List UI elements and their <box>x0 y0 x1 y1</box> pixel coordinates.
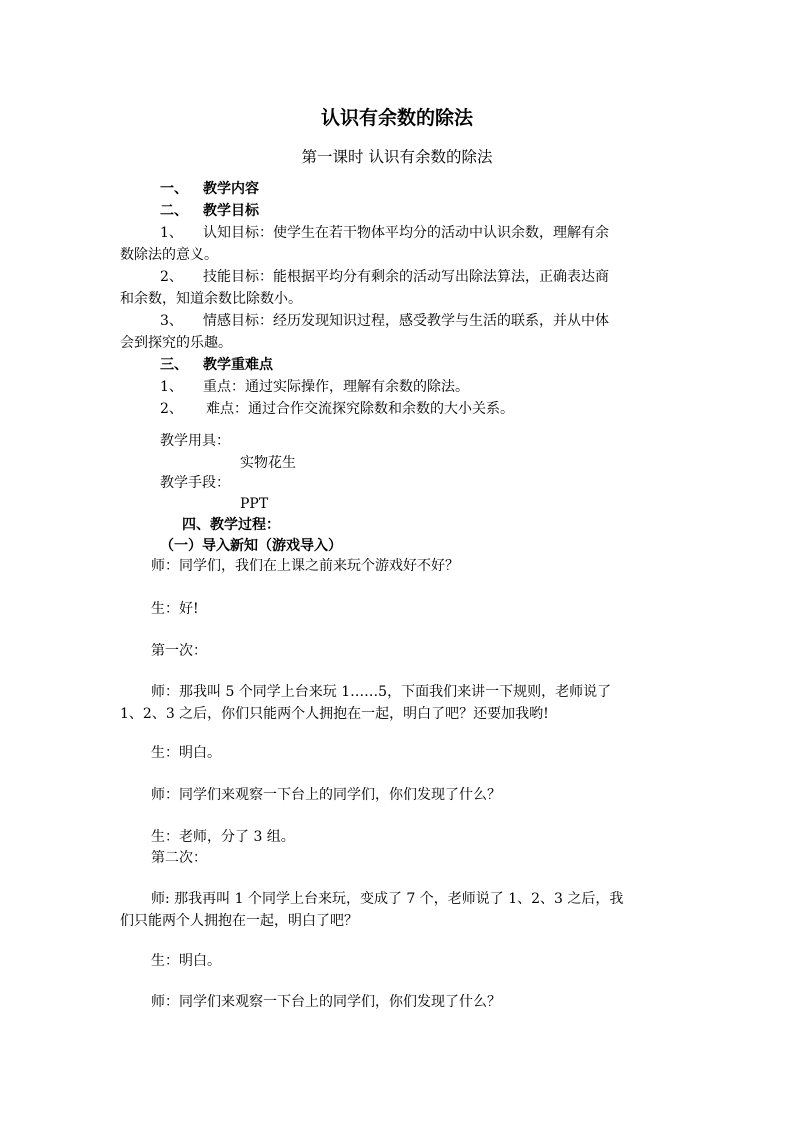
keypoint-item-2 <box>160 398 514 420</box>
section-label: 教学目标 <box>203 203 259 219</box>
dialogue-line-continued: 1、2、3 之后，你们只能两个人拥抱在一起，明白了吧？还要加我哟! <box>120 706 549 722</box>
goal-text: 认知目标：使学生在若干物体平均分的活动中认识余数，理解有余 <box>203 225 609 241</box>
keypoint-text: 重点：通过实际操作，理解有余数的除法。 <box>203 379 469 395</box>
goal-number: 2、 <box>160 269 183 285</box>
goal-number: 1、 <box>160 225 183 241</box>
goal-item-3-continued: 会到探究的乐趣。 <box>120 335 232 351</box>
section-label: 教学重难点 <box>203 357 273 373</box>
dialogue-line: 生：明白。 <box>151 745 221 761</box>
keypoint-item-1 <box>160 376 469 398</box>
keypoint-number: 2、 <box>160 401 183 417</box>
section-number: 三、 <box>160 357 188 373</box>
goal-item-1-continued: 数除法的意义。 <box>120 247 218 263</box>
means-label: 教学手段： <box>160 475 230 491</box>
goal-item-2 <box>160 266 609 288</box>
document-subtitle: 第一课时 认识有余数的除法 <box>301 148 493 166</box>
section-heading-content <box>160 178 259 200</box>
goal-text: 技能目标：能根据平均分有剩余的活动写出除法算法，正确表达商 <box>203 269 609 285</box>
goal-text: 情感目标：经历发现知识过程，感受教学与生活的联系，并从中体 <box>203 313 609 329</box>
dialogue-line: 师：同学们来观察一下台上的同学们，你们发现了什么？ <box>151 994 501 1010</box>
tools-value: 实物花生 <box>240 455 296 471</box>
document-title: 认识有余数的除法 <box>320 107 473 129</box>
goal-number: 3、 <box>160 313 183 329</box>
keypoint-number: 1、 <box>160 379 183 395</box>
dialogue-line: 生：好! <box>151 601 199 617</box>
process-intro-heading: （一）导入新知（游戏导入） <box>160 538 342 554</box>
dialogue-line: 师: 那我再叫 1 个同学上台来玩，变成了 7 个，老师说了 1、2、3 之后，我 <box>151 891 624 907</box>
round-label: 第一次： <box>151 643 207 659</box>
section-heading-keypoints <box>160 354 273 376</box>
keypoint-text: 难点：通过合作交流探究除数和余数的大小关系。 <box>206 401 514 417</box>
goal-item-2-continued: 和余数，知道余数比除数小。 <box>120 291 302 307</box>
dialogue-line-continued: 们只能两个人拥抱在一起，明白了吧？ <box>120 913 358 929</box>
dialogue-line: 师：那我叫 5 个同学上台来玩 1……5，下面我们来讲一下规则，老师说了 <box>151 684 612 700</box>
goal-item-1 <box>160 222 609 244</box>
section-heading-goals <box>160 200 259 222</box>
goal-item-3 <box>160 310 609 332</box>
section-label: 教学内容 <box>203 181 259 197</box>
section-number: 一、 <box>160 181 188 197</box>
tools-label: 教学用具： <box>160 433 230 449</box>
dialogue-line: 师：同学们来观察一下台上的同学们，你们发现了什么？ <box>151 787 501 803</box>
round-label: 第二次： <box>151 850 207 866</box>
section-heading-process: 四、教学过程： <box>182 517 280 533</box>
section-number: 二、 <box>160 203 188 219</box>
dialogue-line: 生：明白。 <box>151 953 221 969</box>
dialogue-line: 师：同学们，我们在上课之前来玩个游戏好不好？ <box>151 558 459 574</box>
dialogue-line: 生：老师，分了 3 组。 <box>151 829 295 845</box>
means-value: PPT <box>240 496 269 512</box>
